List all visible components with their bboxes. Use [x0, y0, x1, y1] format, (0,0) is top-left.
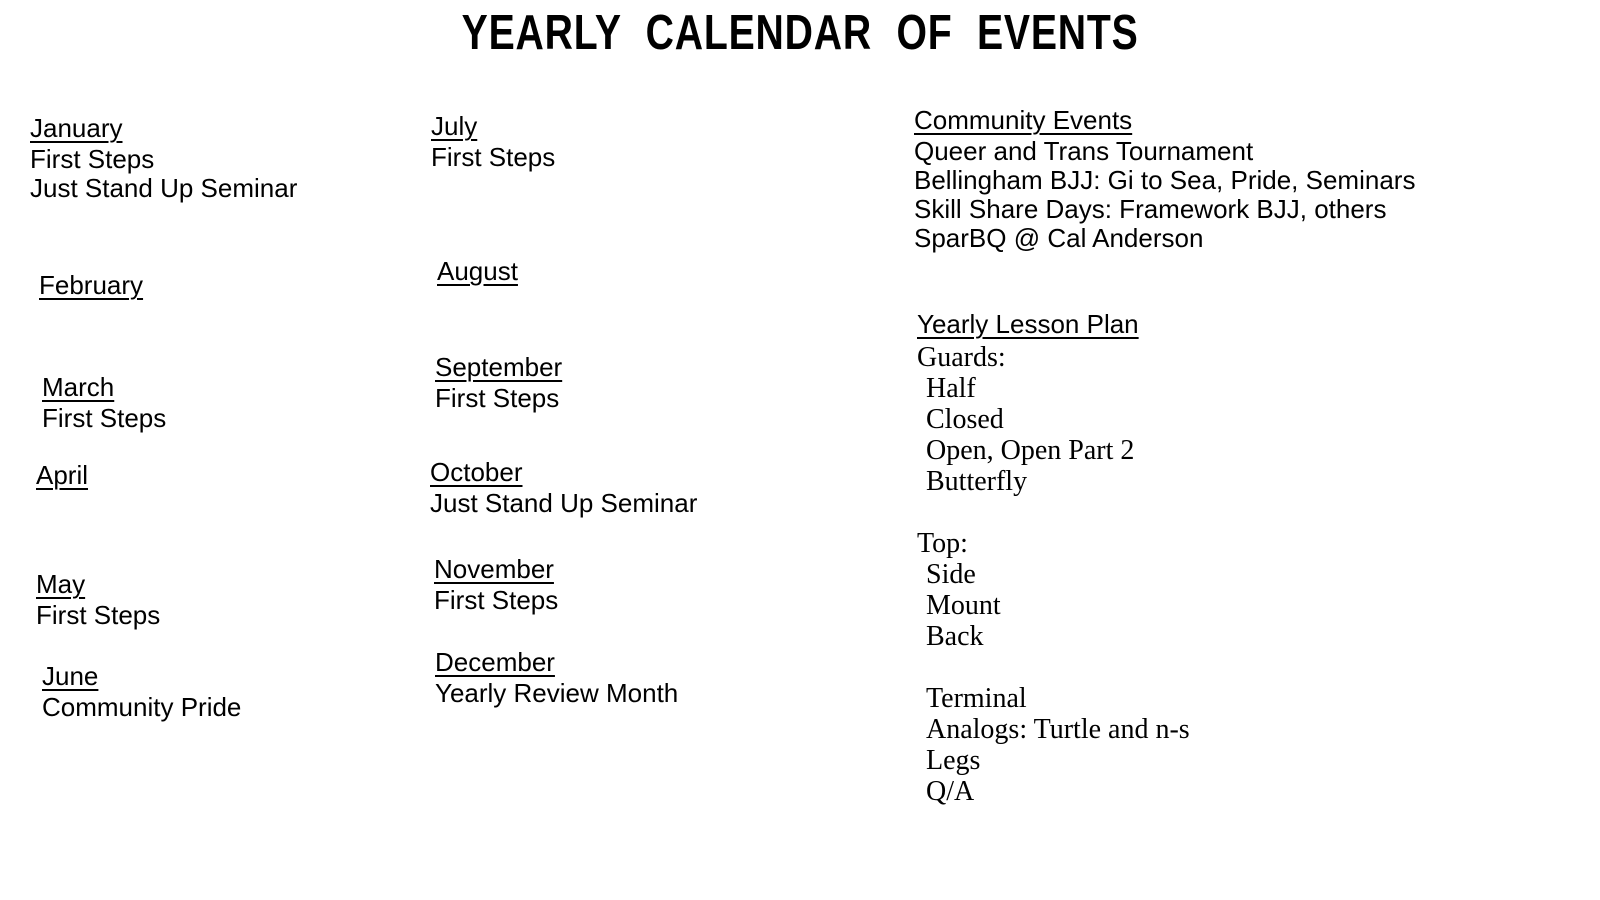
lesson-item: Half [926, 373, 976, 404]
community-event: Bellingham BJJ: Gi to Sea, Pride, Seminars [914, 165, 1416, 195]
page-title-text: YEARLY CALENDAR OF EVENTS [461, 6, 1139, 60]
month-block-august [437, 257, 518, 288]
lesson-group-items [917, 683, 1190, 807]
lesson-group-items [917, 373, 1190, 497]
lesson-item: Analogs: Turtle and n-s [926, 714, 1190, 745]
lesson-item: Side [926, 559, 976, 590]
month-event: First Steps [30, 144, 155, 174]
month-event: First Steps [36, 600, 161, 630]
lesson-group-top [917, 528, 1190, 652]
month-heading: April [36, 460, 89, 490]
month-heading: January [30, 113, 123, 143]
month-heading: March [42, 372, 115, 402]
month-event: Just Stand Up Seminar [30, 173, 298, 203]
month-block-november [434, 555, 558, 615]
month-event: Yearly Review Month [435, 678, 679, 708]
lesson-group-label: Guards: [917, 342, 1006, 373]
lesson-item: Terminal [926, 683, 1027, 714]
month-heading: September [435, 352, 563, 382]
lesson-item: Q/A [926, 776, 975, 807]
page-title [0, 5, 1600, 61]
lesson-item: Legs [926, 745, 981, 776]
month-block-september [435, 353, 562, 413]
month-event: Just Stand Up Seminar [430, 488, 698, 518]
community-events-heading: Community Events [914, 105, 1133, 135]
month-block-february [39, 271, 143, 302]
month-heading: May [36, 569, 86, 599]
lesson-plan-section [917, 309, 1190, 807]
month-heading: October [430, 457, 523, 487]
community-events-section [914, 106, 1415, 253]
month-event: First Steps [431, 142, 556, 172]
month-event: First Steps [434, 585, 559, 615]
month-block-october [430, 458, 697, 518]
lesson-item: Butterfly [926, 466, 1028, 497]
month-block-december [435, 648, 678, 708]
lesson-group-items [917, 559, 1190, 652]
month-heading: August [437, 256, 518, 286]
month-heading: July [431, 111, 478, 141]
lesson-item: Closed [926, 404, 1004, 435]
community-event: Skill Share Days: Framework BJJ, others [914, 194, 1387, 224]
month-block-june [42, 662, 241, 722]
month-block-july [431, 112, 555, 172]
month-heading: November [434, 554, 554, 584]
lesson-item: Back [926, 621, 984, 652]
lesson-plan-heading: Yearly Lesson Plan [917, 309, 1139, 339]
community-event: SparBQ @ Cal Anderson [914, 223, 1204, 253]
month-event: Community Pride [42, 692, 242, 722]
month-block-may [36, 570, 160, 630]
lesson-plan-body [917, 342, 1190, 807]
month-heading: February [39, 270, 144, 300]
month-block-march [42, 373, 166, 433]
month-heading: June [42, 661, 99, 691]
month-block-january [30, 114, 297, 203]
lesson-group-guards [917, 342, 1190, 497]
month-event: First Steps [435, 383, 560, 413]
lesson-item: Open, Open Part 2 [926, 435, 1135, 466]
month-block-april [36, 461, 88, 492]
lesson-group-other [917, 683, 1190, 807]
community-event: Queer and Trans Tournament [914, 136, 1254, 166]
month-event: First Steps [42, 403, 167, 433]
lesson-group-label: Top: [917, 528, 968, 559]
lesson-item: Mount [926, 590, 1001, 621]
month-heading: December [435, 647, 555, 677]
